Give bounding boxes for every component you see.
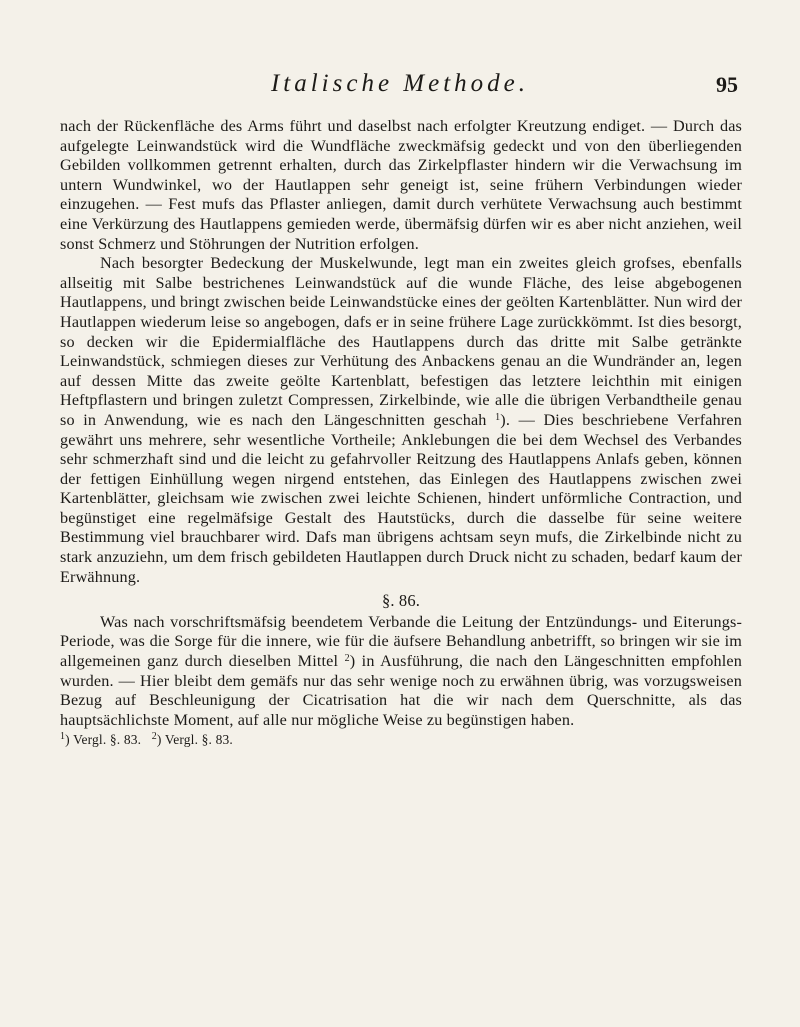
paragraph-3-text-b: ) in Ausführung, die nach den Längeschnitten empfohlen wurden. — Hier bleibt dem gemäfs nur das sehr wenige noch zu erwähnen übrig, was vorzugsweisen Bezug auf Beschleunigung der Cicatrisation hat die wir nach dem Querschnitte, als das hauptsächlichste Moment, auf alle nur mögliche Weise zu begünstigen haben. [60,652,742,729]
footnote-2-mark: 2 [151,731,157,743]
footnote-ref-2: 2 [344,653,350,665]
paragraph-3-text-a: Was nach vorschriftsmäfsig beendetem Verbande die Leitung der Entzündungs- und Eiterungs-Periode, was die Sorge für die innere, wie für die äufsere Behandlung anbetrifft, so bringen wir sie im allgemeinen ganz durch dieselben Mittel [60,612,742,671]
footnote-1-mark: 1 [60,731,66,743]
footnote-2-text: ) Vergl. §. 83. [156,732,233,748]
body-text [60,117,742,748]
paragraph-3 [60,613,742,731]
footnotes [60,731,742,748]
paragraph-2 [60,254,742,587]
page-header [60,70,740,106]
footnote-1-text: ) Vergl. §. 83. [65,732,142,748]
paragraph-2-text-a: Nach besorgter Bedeckung der Muskelwunde, legt man ein zweites gleich grofses, ebenfalls allseitig mit Salbe bestrichenes Leinwandstück auf die wunde Fläche, des leise abgebogenen Hautlappens, und bringt zwischen beide Leinwandstücke eines der geölten Kartenblätter. Nun wird der Hautlappen wiederum leise so angebogen, dafs er in seine frühere Lage zurückkömmt. Ist dies besorgt, so decken wir die Epidermialfläche des Hautlappens durch das dritte mit Salbe getränkte Leinwandstück, schmiegen dieses zur Verhütung des Anbackens genau an die Wundränder an, legen auf dessen Mitte das zweite geölte Kartenblatt, befestigen das letztere leichthin mit einigen Heftpflastern und bringen zuletzt Compressen, Zirkelbinde, wie alle die übrigen Verbandtheile genau so in Anwendung, wie es nach den Längeschnitten geschah [60,254,742,429]
paragraph-2-text-b: ). — Dies beschriebene Verfahren gewährt uns mehrere, sehr wesentliche Vortheile; Anklebungen die bei dem Wechsel des Verbandes sehr schmerzhaft sind und die leicht zu gefahrvoller Reitzung des Hautlappens Anlafs geben, können der fettigen Einhüllung wegen nirgend entstehen, das Einlegen des Hautlappens zwischen zwei Kartenblätter, gleichsam wie zwischen zwei leichte Schienen, hindert unförmliche Contraction, und begünstiget eine regelmäfsige Gestalt des Hautstücks, durch die dasselbe für seine weitere Bestimmung viel brauchbarer wird. Dafs man übrigens achtsam seyn mufs, die Zirkelbinde nicht zu stark anzuziehn, um dem frisch gebildeten Hautlappen durch Druck nicht zu schaden, bedarf kaum der Erwähnung. [60,410,742,586]
footnote-ref-1: 1 [495,411,501,423]
paragraph-1-text: nach der Rückenfläche des Arms führt und daselbst nach erfolgter Kreutzung endiget. — Durch das aufgelegte Leinwandstück wird die Wundfläche zweckmäfsig gedeckt und von den überliegenden Gebilden vollkommen getrennt erhalten, durch das Zirkelpflaster hindern wir die Verwachsung im untern Wundwinkel, wo der Hautlappen sehr geneigt ist, seine frühern Verbindungen wieder einzugehen. — Fest mufs das Pflaster anliegen, damit durch verhütete Verwachsung auch bestimmt eine Verkürzung des Hautlappens gemieden werde, übermäfsig dürfen wir es aber nicht anziehen, weil sonst Schmerz und Stöhrungen der Nutrition erfolgen. [60,117,742,253]
paragraph-1 [60,117,742,254]
section-heading: §. 86. [381,591,421,611]
page-number: 95 [716,72,738,97]
running-title: Italische Methode. [270,70,530,97]
